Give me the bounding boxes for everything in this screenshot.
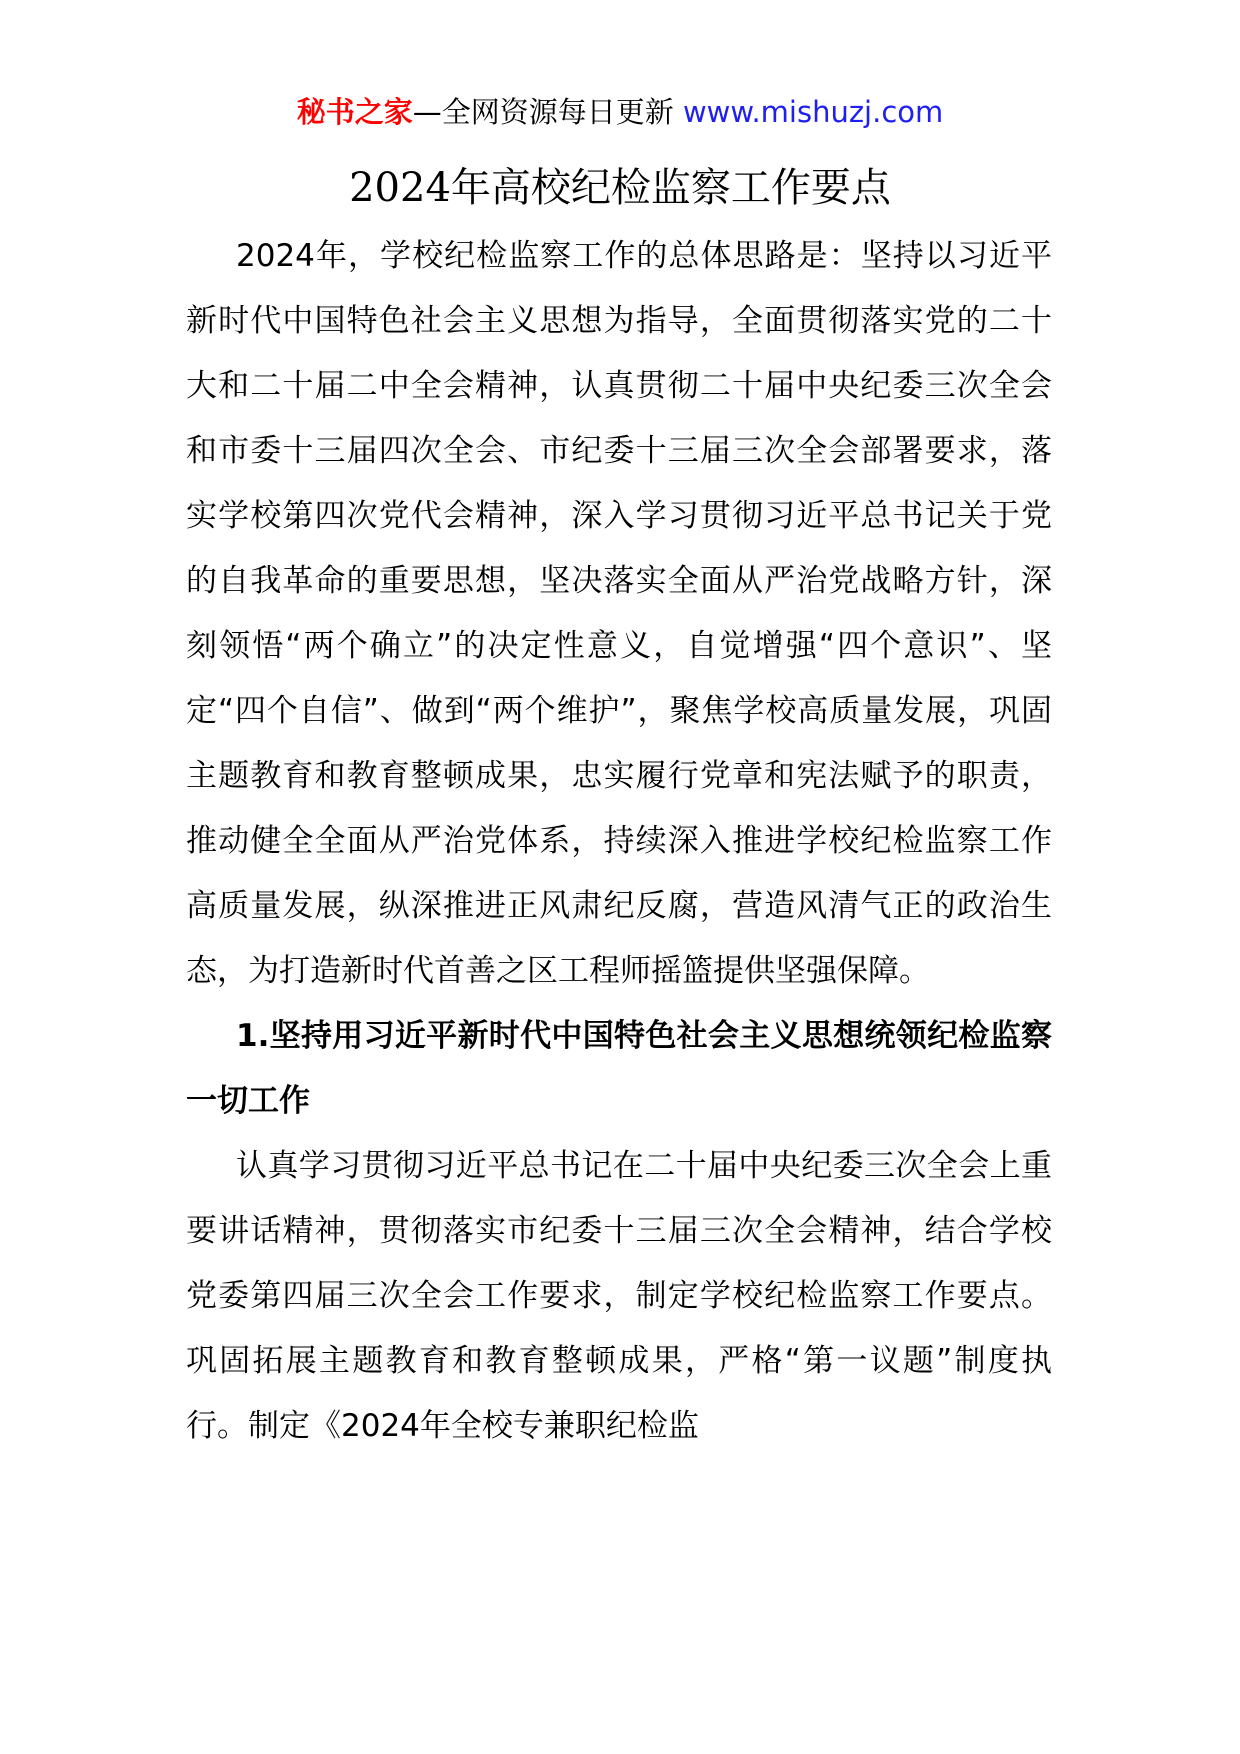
section-heading-1: 1.坚持用习近平新时代中国特色社会主义思想统领纪检监察一切工作 bbox=[186, 1018, 1052, 1119]
site-url-link[interactable]: www.mishuzj.com bbox=[682, 95, 944, 129]
section-1-paragraph: 认真学习贯彻习近平总书记在二十届中央纪委三次全会上重要讲话精神，贯彻落实市纪委十三届三次全会精神，结合学校党委第四届三次全会工作要求，制定学校纪检监察工作要点。巩固拓展主题教育和教育整顿成果，严格“第一议题”制度执行。制定《2024年全校专兼职纪检监 bbox=[186, 1148, 1052, 1444]
document-title bbox=[0, 160, 1240, 216]
intro-paragraph: 2024年，学校纪检监察工作的总体思路是：坚持以习近平新时代中国特色社会主义思想为指导，全面贯彻落实党的二十大和二十届二中全会精神，认真贯彻二十届中央纪委三次全会和市委十三届四次全会、市纪委十三届三次全会部署要求，落实学校第四次党代会精神，深入学习贯彻习近平总书记关于党的自我革命的重要思想，坚决落实全面从严治党战略方针，深刻领悟“两个确立”的决定性意义，自觉增强“四个意识”、坚定“四个自信”、做到“两个维护”，聚焦学校高质量发展，巩固主题教育和教育整顿成果，忠实履行党章和宪法赋予的职责，推动健全全面从严治党体系，持续深入推进学校纪检监察工作高质量发展，纵深推进正风肃纪反腐，营造风清气正的政治生态，为打造新时代首善之区工程师摇篮提供坚强保障。 bbox=[186, 238, 1052, 989]
title-text: 年高校纪检监察工作要点 bbox=[450, 165, 891, 211]
document-body bbox=[186, 224, 1052, 1459]
title-year: 2024 bbox=[349, 165, 451, 211]
header-tagline: —全网资源每日更新 bbox=[412, 95, 674, 129]
brand-name: 秘书之家 bbox=[296, 95, 413, 129]
site-header bbox=[0, 92, 1240, 132]
